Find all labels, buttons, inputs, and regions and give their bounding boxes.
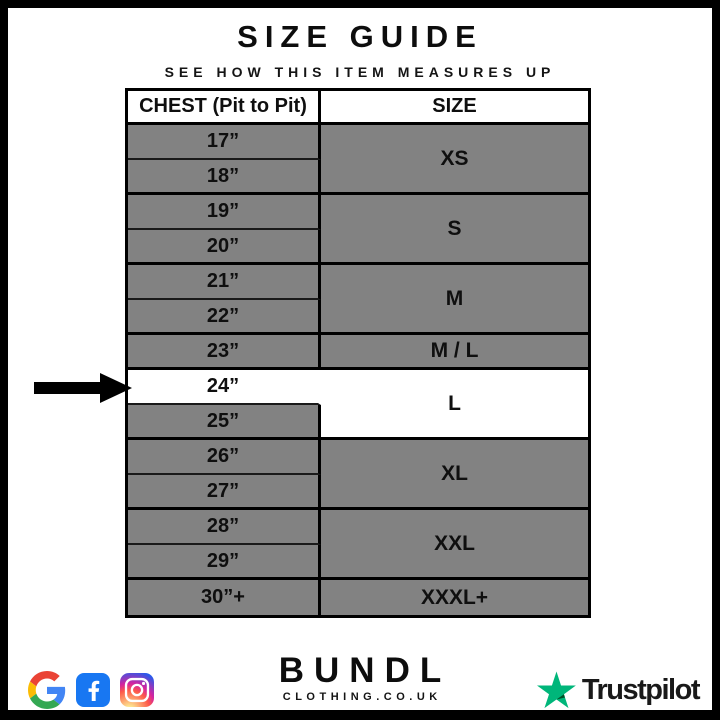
trustpilot-star-icon [537,671,576,709]
column-header-chest: CHEST (Pit to Pit) [128,91,321,125]
chest-cell: 18” [128,160,321,195]
chest-cell: 21” [128,265,321,300]
chest-cell: 26” [128,440,321,475]
chest-cell: 24” [128,370,321,405]
trustpilot-label: Trustpilot [581,673,699,706]
chest-cell: 20” [128,230,321,265]
chest-cell: 22” [128,300,321,335]
brand-domain: CLOTHING.CO.UK [282,691,442,703]
chest-cell: 29” [128,545,321,580]
size-cell: M / L [321,335,588,370]
page-title: SIZE GUIDE [237,19,483,54]
size-cell: XXXL+ [321,580,588,615]
chest-cell: 27” [128,475,321,510]
size-cell: XL [321,440,588,510]
size-cell: S [321,195,588,265]
size-table [125,88,591,618]
size-cell: XXL [321,510,588,580]
highlight-arrow-icon [34,372,132,404]
size-cell: M [321,265,588,335]
size-cell: XS [321,125,588,195]
chest-cell: 28” [128,510,321,545]
size-cell: L [321,370,588,440]
chest-cell: 17” [128,125,321,160]
chest-cell: 30”+ [128,580,321,615]
chest-cell: 19” [128,195,321,230]
trustpilot-logo[interactable] [537,670,699,710]
chest-cell: 25” [128,405,321,440]
chest-cell: 23” [128,335,321,370]
brand-name: BUNDL [278,651,452,690]
page-subtitle: SEE HOW THIS ITEM MEASURES UP [164,64,556,80]
column-header-size: SIZE [321,91,588,125]
